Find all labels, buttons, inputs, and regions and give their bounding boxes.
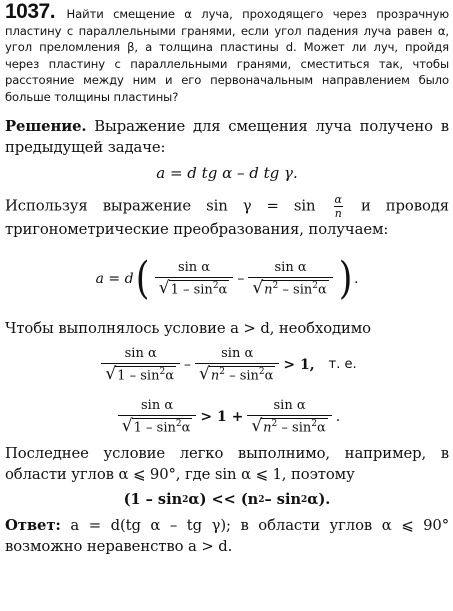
fraction-second-denominator: √ $n^2 - \sin^2\alpha$ <box>248 277 332 297</box>
page <box>5 0 450 557</box>
ineq2-mid: > 1 + <box>200 408 244 425</box>
problem-text: Найти смещение α луча, проходящего через прозрачную пластину с параллельными гранями, если угол падения луча равен α, угол преломления β, а толщина пластины d. Может ли луч, пройдя через пластину с параллельными гранями, сместиться так, чтобы расстояние между ним и его первоначальным направлением было больше толщины пластины? <box>5 7 449 104</box>
formula-lhs: a = d <box>95 270 134 287</box>
ie-text: т. е. <box>328 357 357 373</box>
formula-inequality-2: sin α √ $1 - \sin^2\alpha$ > 1 + sin α √ $n^2 - \sin^2\alpha$ . <box>5 391 449 443</box>
fraction-second <box>248 260 332 297</box>
formula-inequality-1: sin α √ $1 - \sin^2\alpha$ – sin α √ $n^2 - \sin^2\alpha$ > 1, т. е. <box>5 339 449 391</box>
ineq1-fraction-second: sin α √ $n^2 - \sin^2\alpha$ <box>195 346 279 383</box>
last-condition-text: Последнее условие легко выполнимо, например, в области углов α ⩽ 90°, где sin α ⩽ 1, поэтому <box>5 444 449 483</box>
text-transformations: и проводя тригонометрические преобразования, получаем: <box>5 197 450 238</box>
fraction-denominator: n <box>334 206 342 220</box>
formula-displacement <box>5 158 449 188</box>
formula-final: (1 – sin 2 α) << (n 2 – sin 2 α). <box>123 491 331 509</box>
ineq1-tail: > 1, <box>283 356 315 373</box>
fraction-alpha-over-n <box>334 194 343 219</box>
fraction-first-denominator: √ $1 - \sin^2\alpha$ <box>155 277 234 297</box>
fraction-second-numerator: sin α <box>274 259 307 275</box>
ineq2-fraction-second: sin α √ $n^2 - \sin^2\alpha$ <box>247 398 331 435</box>
answer-label: Ответ: <box>5 516 61 534</box>
answer <box>5 515 449 557</box>
paren-open: ( <box>135 252 150 304</box>
formula-displacement-text: a = d tg α – d tg γ. <box>156 163 298 182</box>
condition-text: Чтобы выполнялось условие a > d, необходимо <box>5 319 371 337</box>
formula-result <box>5 240 449 318</box>
paragraph-transform <box>5 194 449 240</box>
answer-text: a = d(tg α – tg γ); в области углов α ⩽ 90° возможно неравенство a > d. <box>5 516 450 555</box>
period: . <box>353 270 359 287</box>
solution-intro <box>5 116 449 158</box>
solution-label: Решение. <box>5 117 87 135</box>
fraction-numerator: α <box>334 192 342 206</box>
ineq1-fraction-first: sin α √ $1 - \sin^2\alpha$ <box>101 346 180 383</box>
fraction-first-numerator: sin α <box>177 259 211 275</box>
ineq2-fraction-first: sin α √ $1 - \sin^2\alpha$ <box>118 398 197 435</box>
fraction-first <box>155 260 234 297</box>
text-using-expression: Используя выражение sin γ = sin <box>5 197 316 215</box>
problem-statement <box>5 0 449 106</box>
paren-close: ) <box>338 252 353 304</box>
solution-intro-text: Выражение для смещения луча получено в предыдущей задаче: <box>5 117 449 156</box>
problem-number: 1037. <box>5 0 56 23</box>
minus-sign: – <box>237 270 245 287</box>
